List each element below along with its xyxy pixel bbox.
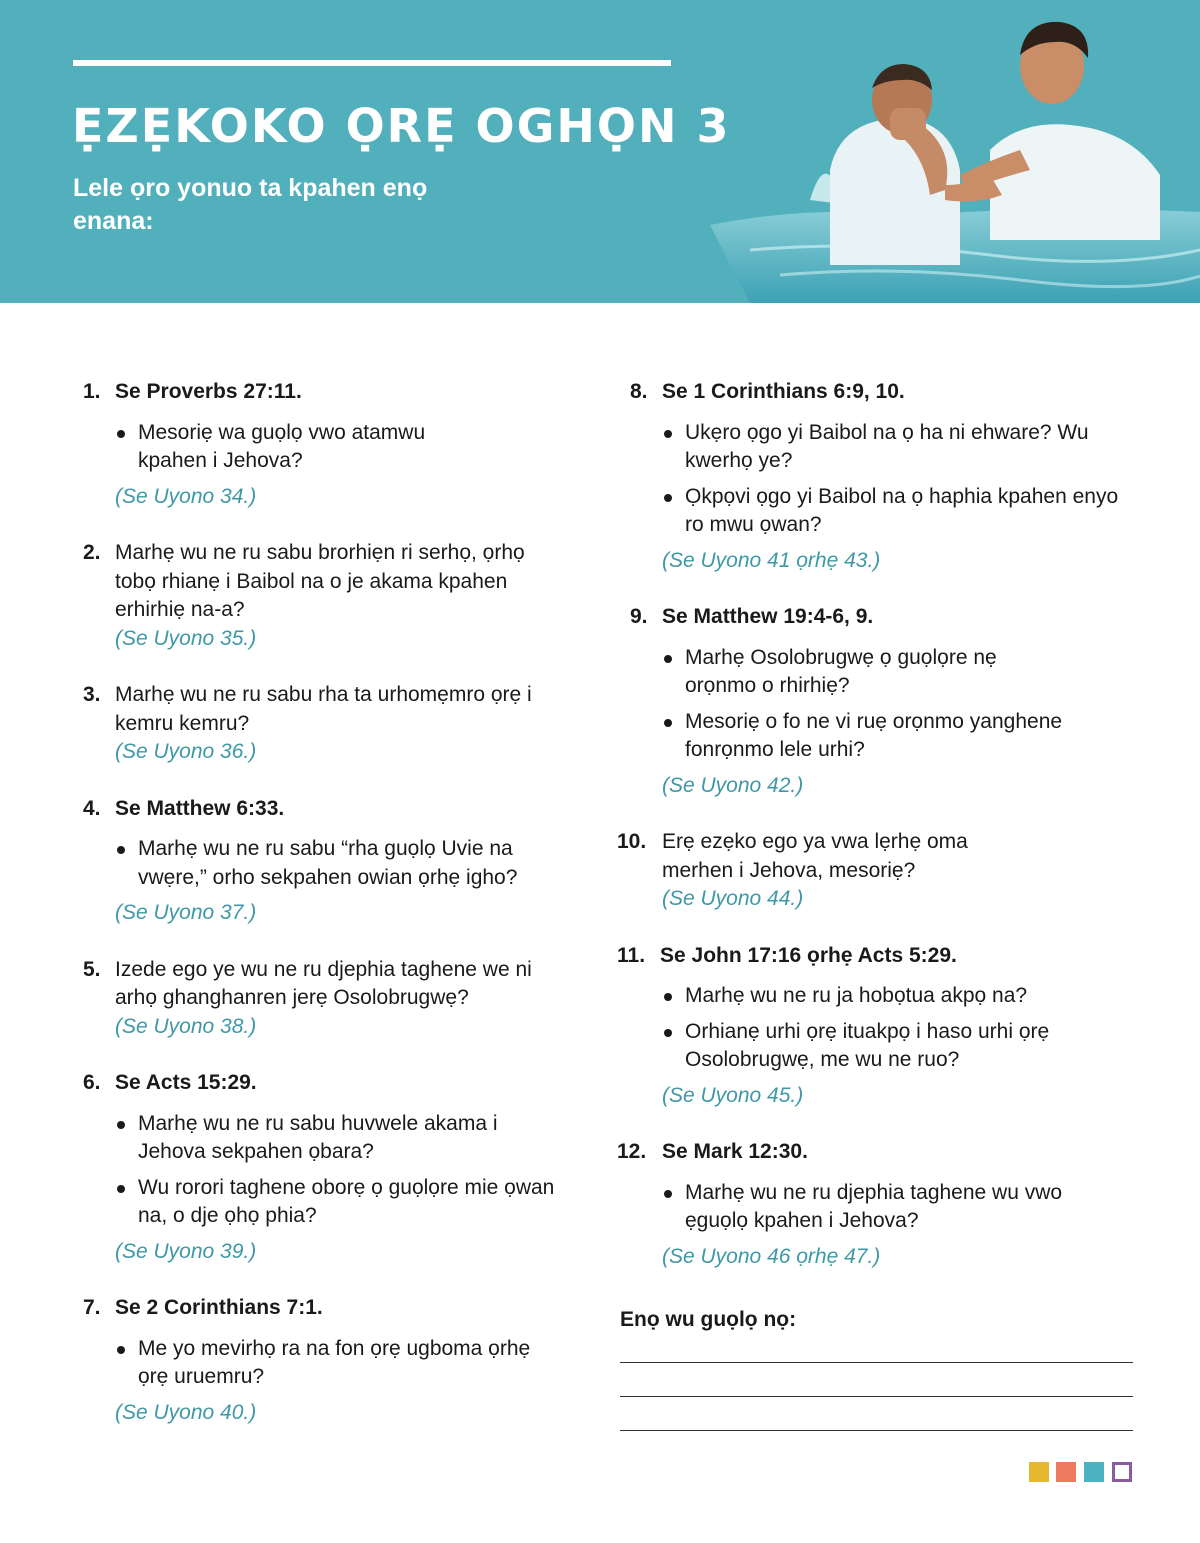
question-2 <box>80 539 580 653</box>
question-title: Se 1 Corinthians 6:9, 10. <box>662 380 905 403</box>
bullet-item: Marhẹ wu ne ru sabu “rha guọlọ Uvie na vwẹre,” orho sekpahen owian ọrhẹ igho? <box>115 835 578 892</box>
reference-link: (Se Uyono 39.) <box>115 1239 257 1263</box>
question-title: Se Matthew 6:33. <box>115 796 285 820</box>
bullet-item: Marhẹ Osolobrugwẹ ọ guọlọre nẹ orọnmo o rhirhiẹ? <box>662 644 1065 701</box>
question-title: Se Matthew 19:4-6, 9. <box>662 605 874 628</box>
yellow-square <box>1029 1462 1049 1482</box>
bullet-item: Orhianẹ urhi ọrẹ ituakpọ i haso urhi ọrẹ Osolobrugwẹ, me wu ne ruo? <box>662 1018 1125 1075</box>
reference-link: (Se Uyono 40.) <box>115 1400 257 1424</box>
question-number: 6. <box>83 1071 101 1094</box>
reference-link: (Se Uyono 37.) <box>115 901 257 924</box>
question-title: Se Acts 15:29. <box>115 1071 257 1094</box>
question-title: Se John 17:16 ọrhẹ Acts 5:29. <box>660 943 957 967</box>
bullet-list <box>115 1110 580 1231</box>
bullet-item: Mesoriẹ wa guọlọ vwo atamwu kpahen i Jehova? <box>115 419 468 476</box>
question-4 <box>80 795 580 928</box>
question-text: Marhẹ wu ne ru sabu rha ta urhomẹmro ọrẹ i kemru kemru? <box>115 683 532 735</box>
bullet-item: Me yo mevirhọ ra na fon ọrẹ ugboma ọrhẹ ọrẹ uruemru? <box>115 1335 538 1392</box>
header-banner <box>0 0 1200 303</box>
question-title: Se 2 Corinthians 7:1. <box>115 1296 323 1319</box>
reference-link: (Se Uyono 35.) <box>115 626 257 650</box>
question-3 <box>80 681 580 767</box>
question-text: Marhẹ wu ne ru sabu brorhiẹn ri serhọ, ọrhọ tobọ rhianẹ i Baibol na o je akama kpahen erhirhiẹ na-a? <box>115 541 525 621</box>
question-number: 10. <box>617 830 647 853</box>
reference-link: (Se Uyono 46 ọrhẹ 47.) <box>662 1244 881 1268</box>
bullet-list <box>115 835 580 892</box>
question-text: Erẹ ezẹko ego ya vwa lẹrhẹ oma merhen i Jehova, mesoriẹ? <box>662 830 968 882</box>
reference-link: (Se Uyono 41 ọrhẹ 43.) <box>662 548 881 572</box>
teal-square <box>1084 1462 1104 1482</box>
orange-square <box>1056 1462 1076 1482</box>
bullet-item: Ọkpọvi ọgo yi Baibol na ọ haphia kpahen enyo ro mwu ọwan? <box>662 483 1125 540</box>
bullet-item: Marhẹ wu ne ru ja hobọtua akpọ na? <box>662 982 1125 1011</box>
bullet-list <box>662 982 1137 1075</box>
bullet-list <box>115 419 580 476</box>
bullet-list <box>662 419 1137 540</box>
question-1 <box>80 378 580 511</box>
question-7 <box>80 1294 580 1427</box>
question-10 <box>617 828 1137 914</box>
question-number: 5. <box>83 957 101 981</box>
answer-line[interactable] <box>620 1396 1133 1397</box>
question-number: 1. <box>83 380 101 403</box>
reference-link: (Se Uyono 36.) <box>115 740 257 763</box>
question-5 <box>80 956 580 1042</box>
bullet-item: Wu rorori taghene oborẹ ọ guọlọre mie ọwan na, o dje ọhọ phia? <box>115 1174 558 1231</box>
answer-label: Enọ wu guọlọ nọ: <box>620 1308 797 1331</box>
question-number: 11. <box>617 943 646 967</box>
question-6 <box>80 1069 580 1266</box>
question-number: 8. <box>630 380 648 403</box>
question-title: Se Mark 12:30. <box>662 1140 808 1163</box>
reference-link: (Se Uyono 42.) <box>662 773 804 797</box>
bullet-list <box>662 1179 1137 1236</box>
page-subtitle: Lele ọro yonuo ta kpahen enọ enana: <box>73 174 428 235</box>
question-number: 3. <box>83 683 101 706</box>
questions-left-column <box>80 378 580 1455</box>
question-9 <box>617 603 1137 800</box>
question-11 <box>617 942 1137 1111</box>
question-title: Se Proverbs 27:11. <box>115 380 302 403</box>
question-number: 7. <box>83 1296 101 1319</box>
answer-line[interactable] <box>620 1430 1133 1431</box>
question-number: 4. <box>83 796 101 820</box>
question-text: Izede ego ye wu ne ru djephia taghene we ni arhọ ghanghanren jerẹ Osolobrugwẹ? <box>115 957 532 1009</box>
bullet-item: Marhẹ wu ne ru djephia taghene wu vwo ẹguọlọ kpahen i Jehova? <box>662 1179 1085 1236</box>
bullet-list <box>115 1335 580 1392</box>
purple-outline-square <box>1112 1462 1132 1482</box>
reference-link: (Se Uyono 44.) <box>662 887 804 910</box>
page-title: ẸZẸKOKO ỌRẸ OGHỌN 3 <box>72 99 731 153</box>
answer-section <box>620 1306 1133 1334</box>
question-8 <box>617 378 1137 575</box>
question-number: 12. <box>617 1140 647 1163</box>
question-number: 2. <box>83 541 101 564</box>
answer-line[interactable] <box>620 1362 1133 1363</box>
reference-link: (Se Uyono 38.) <box>115 1014 257 1038</box>
reference-link: (Se Uyono 34.) <box>115 484 257 508</box>
reference-link: (Se Uyono 45.) <box>662 1083 804 1107</box>
bullet-item: Marhẹ wu ne ru sabu huvwele akama i Jehova sekpahen ọbara? <box>115 1110 538 1167</box>
bullet-item: Ukẹro ọgo yi Baibol na ọ ha ni ehware? Wu kwerhọ ye? <box>662 419 1105 476</box>
bullet-list <box>662 644 1137 765</box>
questions-right-column <box>617 378 1137 1299</box>
question-number: 9. <box>630 605 648 628</box>
bullet-item: Mesoriẹ o fo ne vi ruẹ orọnmo yanghene fonrọnmo lele urhi? <box>662 708 1125 765</box>
baptism-illustration <box>690 0 1200 303</box>
header-rule <box>73 60 671 66</box>
question-12 <box>617 1138 1137 1271</box>
